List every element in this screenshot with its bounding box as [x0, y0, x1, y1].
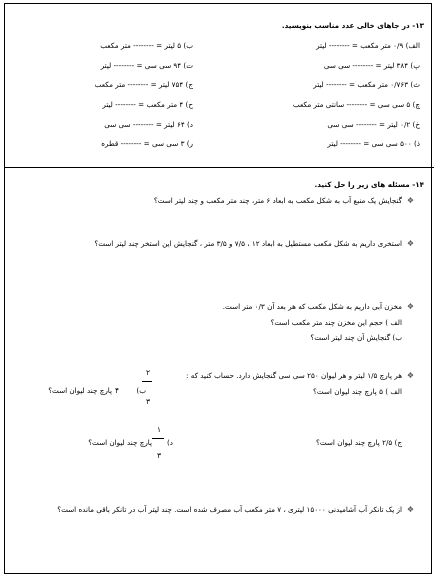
- b-fraction-denominator: ۳: [146, 397, 151, 406]
- q13-row3-right: ث) ۰/۷۶۳ متر مکعب = -------- لیتر: [313, 80, 420, 89]
- q13-header: ۱۳- در جاهای خالی عدد مناسب بنویسید.: [281, 21, 424, 30]
- q14-problem1: گنجایش یک منبع آب به شکل مکعب به ابعاد ۶ متر، چند متر مکعب و چند لیتر است؟: [153, 196, 402, 205]
- q13-row2-right: پ) ۳۸۴ لیتر = -------- سی سی: [323, 61, 420, 70]
- bullet-icon: ❖: [406, 505, 414, 514]
- section-divider: [4, 167, 434, 168]
- q14-problem2: استخری داریم به شکل مکعب مستطیل به ابعاد ۱۲ ، ۷/۵ و ۳/۵ متر ، گنجایش این استخر چند لیتر است؟: [94, 239, 402, 248]
- q13-row3-left: ج) ۷۵۴ لیتر = -------- متر مکعب: [94, 80, 193, 89]
- q13-row1-right: الف) ۰/۹ متر مکعب = -------- لیتر: [316, 41, 420, 50]
- q13-row1-left: ب) ۵ لیتر = -------- متر مکعب: [100, 41, 193, 50]
- bullet-icon: ❖: [406, 239, 414, 248]
- q13-row4-left: ح) ۴ متر مکعب = -------- لیتر: [102, 100, 193, 109]
- q13-row2-left: ت) ۹۴ سی سی = -------- لیتر: [100, 61, 193, 70]
- q14-problem4-intro: هر پارچ ۱/۵ لیتر و هر لیوان ۲۵۰ سی سی گنجایش دارد. حساب کنید که :: [186, 371, 402, 380]
- q14-header: ۱۴- مسئله های زیر را حل کنید.: [314, 180, 424, 189]
- bullet-icon: ❖: [406, 371, 414, 380]
- q14-problem3-a: الف ) حجم این مخزن چند متر مکعب است؟: [270, 318, 402, 327]
- d-label: د): [166, 438, 173, 447]
- q13-row4-right: چ) ۵ سی سی = -------- سانتی متر مکعب: [292, 100, 420, 109]
- b-fraction-numerator: ۲: [146, 368, 151, 377]
- q13-row5-right: خ) ۰/۲ لیتر = -------- سی سی: [327, 120, 420, 129]
- d-fraction-bar: [152, 438, 164, 439]
- b-whole-number: ۴: [115, 386, 120, 395]
- bullet-icon: ❖: [406, 196, 414, 205]
- d-fraction-numerator: ۱: [157, 425, 162, 434]
- q14-problem3-b: ب) گنجایش آن چند لیتر است؟: [310, 333, 402, 342]
- b-label: ب): [136, 386, 146, 395]
- q13-row5-left: د) ۶۴ لیتر = -------- سی سی: [104, 120, 193, 129]
- b-question: پارچ چند لیوان است؟: [48, 386, 112, 395]
- q14-problem5: از یک تانکر آب آشامیدنی ۱۵۰۰۰ لیتری ، ۷ متر مکعب آب مصرف شده است. چند لیتر آب در تانکر باقی مانده است؟: [57, 505, 402, 514]
- q13-row6-right: ذ) ۵۰۰ سی سی = -------- لیتر: [327, 139, 420, 148]
- d-question: پارچ چند لیوان است؟: [88, 438, 152, 447]
- q14-problem3-intro: مخزن آبی داریم به شکل مکعب که هر بعد آن ۰/۳ متر است.: [222, 302, 402, 311]
- b-fraction-bar: [142, 381, 152, 382]
- q13-row6-left: ر) ۳ سی سی = -------- قطره: [101, 139, 193, 148]
- q14-problem4-c: ج) ۲/۵ پارچ چند لیوان است؟: [316, 438, 402, 447]
- q14-problem4-a: الف ) ۵ پارچ چند لیوان است؟: [313, 387, 402, 396]
- d-fraction-denominator: ۳: [157, 451, 162, 460]
- bullet-icon: ❖: [406, 302, 414, 311]
